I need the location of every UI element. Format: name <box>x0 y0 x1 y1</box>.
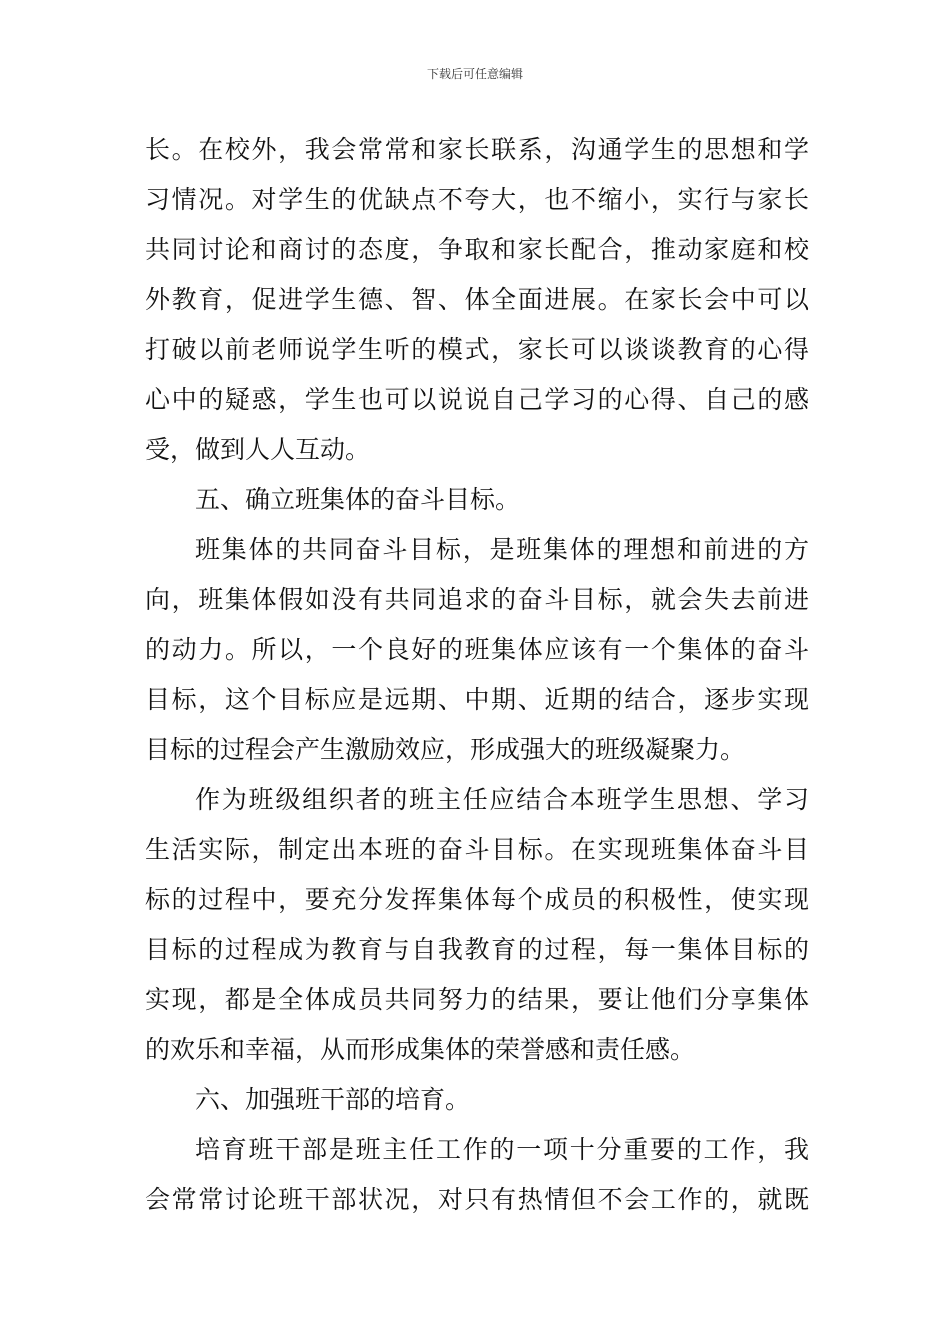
text-line: 目标，这个目标应是远期、中期、近期的结合，逐步实现 <box>145 685 809 714</box>
text-line: 目标的过程成为教育与自我教育的过程，每一集体目标的 <box>145 935 809 964</box>
text-line: 实现，都是全体成员共同努力的结果，要让他们分享集体 <box>145 985 809 1014</box>
text-line: 标的过程中，要充分发挥集体每个成员的积极性，使实现 <box>145 885 809 914</box>
text-line: 的欢乐和幸福，从而形成集体的荣誉感和责任感。 <box>145 1035 696 1064</box>
text-line: 班集体的共同奋斗目标，是班集体的理想和前进的方 <box>195 535 809 564</box>
text-line: 受，做到人人互动。 <box>145 435 371 464</box>
text-line: 习情况。对学生的优缺点不夸大，也不缩小，实行与家长 <box>145 185 809 214</box>
text-line: 的动力。所以，一个良好的班集体应该有一个集体的奋斗 <box>145 635 809 664</box>
text-line: 作为班级组织者的班主任应结合本班学生思想、学习 <box>195 785 809 814</box>
text-line: 外教育，促进学生德、智、体全面进展。在家长会中可以 <box>145 285 809 314</box>
text-line: 五、确立班集体的奋斗目标。 <box>195 485 521 514</box>
page-header: 下载后可任意编辑 <box>426 67 523 81</box>
text-line: 会常常讨论班干部状况，对只有热情但不会工作的，就既 <box>145 1185 809 1214</box>
text-line: 生活实际，制定出本班的奋斗目标。在实现班集体奋斗目 <box>145 835 809 864</box>
text-line: 向，班集体假如没有共同追求的奋斗目标，就会失去前进 <box>145 585 809 614</box>
text-line: 打破以前老师说学生听的模式，家长可以谈谈教育的心得 <box>145 335 809 364</box>
text-line: 心中的疑惑，学生也可以说说自己学习的心得、自己的感 <box>145 385 809 414</box>
text-line: 六、加强班干部的培育。 <box>195 1085 471 1114</box>
text-line: 培育班干部是班主任工作的一项十分重要的工作，我 <box>195 1135 809 1164</box>
text-line: 长。在校外，我会常常和家长联系，沟通学生的思想和学 <box>145 135 809 164</box>
text-line: 共同讨论和商讨的态度，争取和家长配合，推动家庭和校 <box>145 235 809 264</box>
text-line: 目标的过程会产生激励效应，形成强大的班级凝聚力。 <box>145 735 746 764</box>
document-body <box>145 125 809 1225</box>
